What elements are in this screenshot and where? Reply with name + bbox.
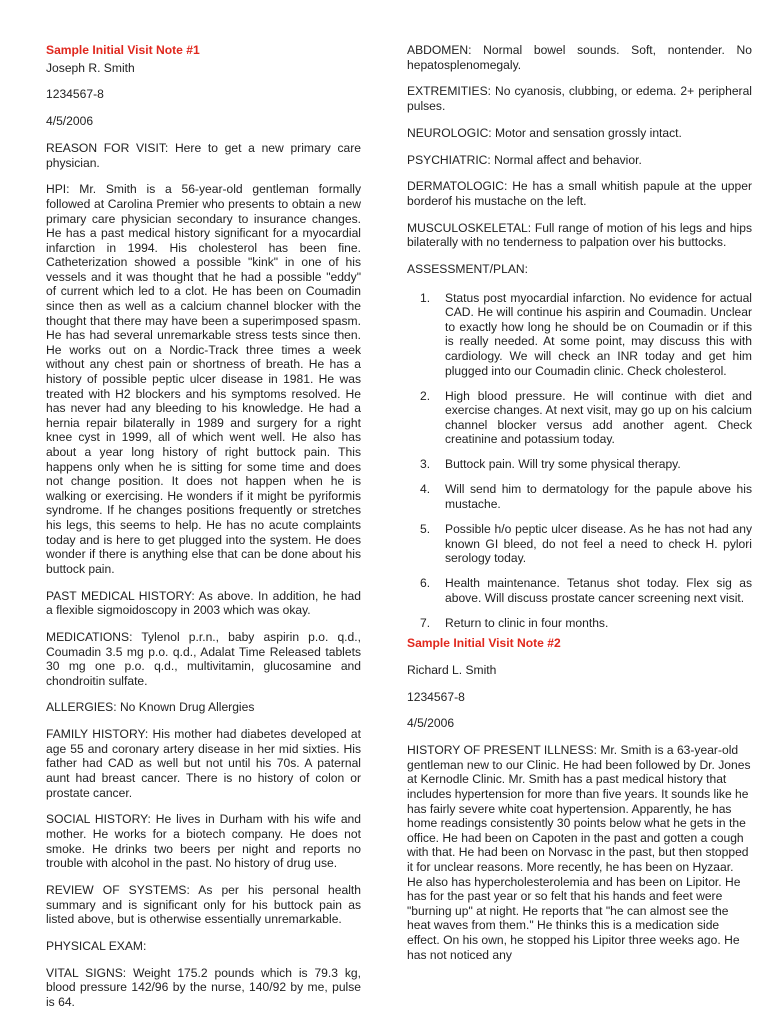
medications: MEDICATIONS: Tylenol p.r.n., baby aspirin p.o. q.d., Coumadin 3.5 mg p.o. q.d., Adalat Time Released tablets 30 mg one p.o. q.d., multivitamin, glucosamine and chondroitin sulfate. <box>46 629 361 688</box>
plan-item-number: 1. <box>420 290 431 305</box>
plan-item-text: Possible h/o peptic ulcer disease. As he has not had any known GI bleed, do not feel a need to check H. pylori serology today. <box>445 521 752 566</box>
assessment-plan-heading: ASSESSMENT/PLAN: <box>407 262 528 277</box>
note-2-heading: Sample Initial Visit Note #2 <box>407 636 561 651</box>
plan-item <box>407 616 752 631</box>
exam-neurologic: NEUROLOGIC: Motor and sensation grossly intact. <box>407 125 682 140</box>
plan-item-text: High blood pressure. He will continue with diet and exercise changes. At next visit, may go up on his calcium channel blocker versus add another agent. Check creatinine and potassium today. <box>445 388 752 447</box>
vital-signs: VITAL SIGNS: Weight 175.2 pounds which is 79.3 kg, blood pressure 142/96 by the nurse, 140/92 by me, pulse is 64. <box>46 965 361 1009</box>
physical-exam-heading: PHYSICAL EXAM: <box>46 938 147 953</box>
patient-name: Joseph R. Smith <box>46 60 135 75</box>
plan-item-text: Health maintenance. Tetanus shot today. Flex sig as above. Will discuss prostate cancer screening next visit. <box>445 576 752 605</box>
exam-abdomen: ABDOMEN: Normal bowel sounds. Soft, nontender. No hepatosplenomegaly. <box>407 43 752 72</box>
plan-item-text: Status post myocardial infarction. No evidence for actual CAD. He will continue his aspirin and Coumadin. Unclear to exactly how long he should be on Coumadin or if this is really needed. At some point, may discuss this with cardiology. We will check an INR today and get him plugged into our Coumadin clinic. Check cholesterol. <box>445 290 752 378</box>
plan-item <box>407 576 752 605</box>
plan-item-number: 7. <box>420 615 431 630</box>
plan-item-number: 3. <box>420 457 431 472</box>
plan-item-number: 6. <box>420 576 431 591</box>
family-history: FAMILY HISTORY: His mother had diabetes developed at age 55 and coronary artery disease in her mid sixties. His father had CAD as well but not until his 70s. A paternal aunt had breast cancer. There is no history of colon or prostate cancer. <box>46 727 361 800</box>
plan-item-text: Will send him to dermatology for the papule above his mustache. <box>445 482 752 511</box>
plan-item <box>407 482 752 511</box>
note-1-heading: Sample Initial Visit Note #1 <box>46 43 200 57</box>
plan-item <box>407 291 752 379</box>
plan-item <box>407 522 752 566</box>
plan-item-number: 2. <box>420 388 431 403</box>
plan-item-number: 5. <box>420 521 431 536</box>
review-of-systems: REVIEW OF SYSTEMS: As per his personal health summary and is significant only for his buttock pain as listed above, but is otherwise essentially unremarkable. <box>46 882 361 927</box>
plan-item-text: Return to clinic in four months. <box>445 615 609 630</box>
hpi-paragraph: HPI: Mr. Smith is a 56-year-old gentleman formally followed at Carolina Premier who presents to obtain a new primary care physician secondary to insurance changes. He has a past medical history significant for a myocardial infarction in 1994. His cholesterol has been fine. Catheterization showed a possible "kink" in one of his vessels and it was thought that he had a possible "eddy" of current which led to a clot. He has been on Coumadin since then as well as a calcium channel blocker with the thought that there may have been a superimposed spasm. He has had several unremarkable stress tests since then. He works out on a Nordic-Track three times a week without any chest pain or shortness of breath. He has a history of possible peptic ulcer disease in 1981. He was treated with H2 blockers and his symptoms resolved. He has never had any bleeding to his knowledge. He had a hernia repair bilaterally in 1989 and surgery for a right knee cyst in 1999, all of which went well. He also has about a year long history of right buttock pain. This happens only when he is sitting for some time and does not change position. It does not happen when he is walking or exercising. He wonders if it might be pyriformis syndrome. If he changes positions frequently or stretches his legs, this seems to help. He has no acute complaints today and is here to get plugged into the system. He does wonder if there is anything else that can be done about his buttock pain. <box>46 182 361 576</box>
plan-list <box>407 291 752 631</box>
exam-extremities: EXTREMITIES: No cyanosis, clubbing, or edema. 2+ peripheral pulses. <box>407 84 752 113</box>
left-column <box>46 43 361 1022</box>
exam-psychiatric: PSYCHIATRIC: Normal affect and behavior. <box>407 152 642 167</box>
right-column <box>407 43 752 974</box>
past-medical-history: PAST MEDICAL HISTORY: As above. In addition, he had a flexible sigmoidoscopy in 2003 which was okay. <box>46 588 361 618</box>
plan-item <box>407 457 752 472</box>
social-history: SOCIAL HISTORY: He lives in Durham with his wife and mother. He works for a biotech company. He does not smoke. He drinks two beers per night and reports no trouble with alcohol in the past. No history of drug use. <box>46 812 361 871</box>
visit-date-2: 4/5/2006 <box>407 716 455 731</box>
patient-id: 1234567-8 <box>46 87 104 102</box>
patient-id-2: 1234567-8 <box>407 689 465 704</box>
reason-for-visit: REASON FOR VISIT: Here to get a new primary care physician. <box>46 140 361 170</box>
visit-date: 4/5/2006 <box>46 114 94 129</box>
plan-item <box>407 389 752 447</box>
exam-dermatologic: DERMATOLOGIC: He has a small whitish papule at the upper borderof his mustache on the left. <box>407 179 752 208</box>
exam-musculoskeletal: MUSCULOSKELETAL: Full range of motion of his legs and hips bilaterally with no tenderness to palpation over his buttocks. <box>407 220 752 250</box>
plan-item-text: Buttock pain. Will try some physical therapy. <box>445 457 681 472</box>
hpi-paragraph-2: HISTORY OF PRESENT ILLNESS: Mr. Smith is a 63-year-old gentleman new to our Clinic. He had been followed by Dr. Jones at Kernodle Clinic. Mr. Smith has a past medical history that includes hypertension for more than five years. It sounds like he has fairly severe white coat hypertension. Apparently, he has home readings consistently 30 points below what he gets in the office. He had been on Capoten in the past and gotten a cough with that. He had been on Norvasc in the past, but then stopped it for unclear reasons. More recently, he has been on Hyzaar. He also has hypercholesterolemia and has been on Lipitor. He has for the past year or so felt that his hands and feet were "burning up" at night. He reports that "he can almost see the heat waves from them." He thinks this is a medication side effect. On his own, he stopped his Lipitor three weeks ago. He has not noticed any <box>407 743 751 962</box>
allergies: ALLERGIES: No Known Drug Allergies <box>46 700 255 715</box>
plan-item-number: 4. <box>420 482 431 497</box>
patient-name-2: Richard L. Smith <box>407 662 497 677</box>
